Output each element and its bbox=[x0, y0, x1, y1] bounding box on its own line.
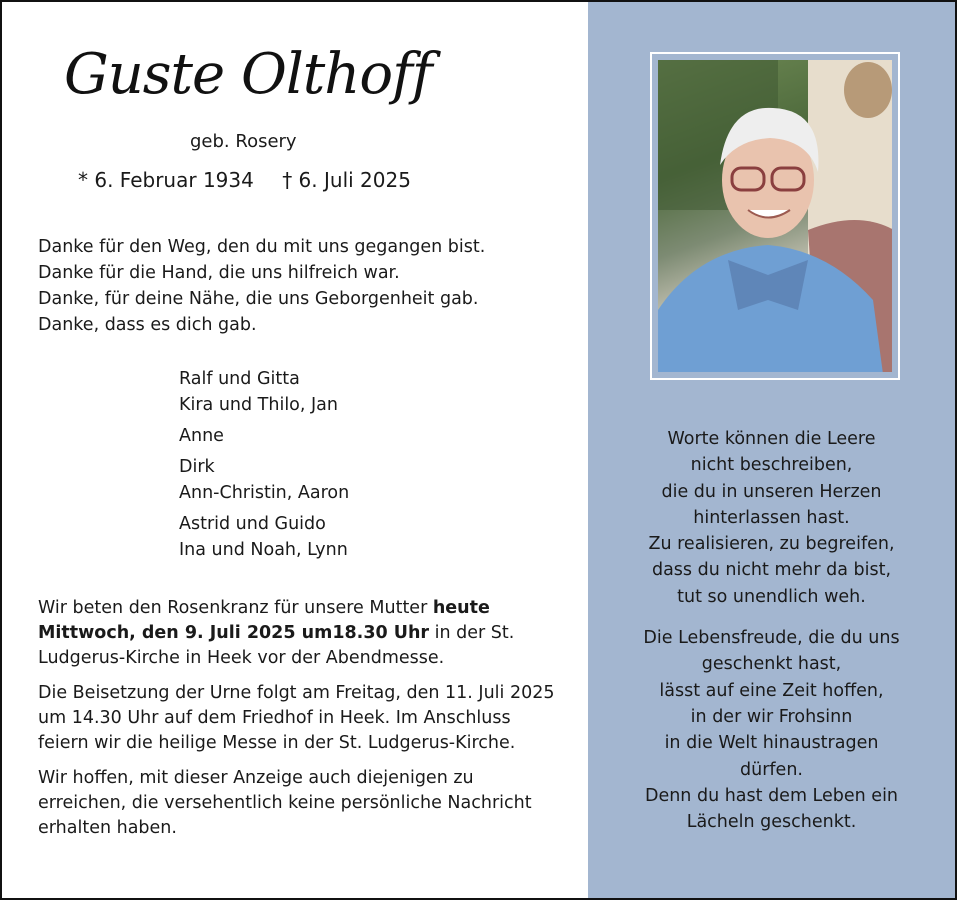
poem-stanza bbox=[588, 625, 955, 835]
burial-paragraph: Die Beisetzung der Urne folgt am Freitag, den 11. Juli 2025 um 14.30 Uhr auf dem Friedhof in Heek. Im Anschluss feiern wir die heilige Messe in der St. Ludgerus-Kirche. bbox=[38, 683, 555, 753]
family-line: Ina und Noah, Lynn bbox=[179, 540, 348, 560]
family-group bbox=[179, 454, 349, 506]
rosary-date-time: heute Mittwoch, den 9. Juli 2025 um18.30 Uhr bbox=[38, 598, 490, 643]
left-panel bbox=[2, 2, 588, 898]
poem-line: geschenkt hast, bbox=[701, 654, 842, 675]
deceased-name: Guste Olthoff bbox=[64, 42, 432, 107]
poem-line: Denn du hast dem Leben ein bbox=[644, 785, 899, 806]
poem-line: Die Lebensfreude, die du uns bbox=[643, 628, 900, 649]
birth-date: * 6. Februar 1934 bbox=[78, 168, 254, 192]
poem-line: lässt auf eine Zeit hoffen, bbox=[659, 680, 884, 701]
portrait-frame bbox=[650, 52, 900, 380]
poem-line: nicht beschreiben, bbox=[690, 455, 853, 476]
portrait-illustration bbox=[658, 60, 892, 372]
closing-paragraph: Wir hoffen, mit dieser Anzeige auch diejenigen zu erreichen, die versehentlich keine persönliche Nachricht erhalten haben. bbox=[38, 768, 532, 838]
thanks-poem bbox=[38, 234, 485, 338]
poem-line: dass du nicht mehr da bist, bbox=[651, 560, 892, 581]
family-line: Anne bbox=[179, 426, 224, 446]
maiden-name: geb. Rosery bbox=[190, 131, 297, 152]
portrait-photo bbox=[658, 60, 892, 372]
poem-line: Danke, für deine Nähe, die uns Geborgenheit gab. bbox=[38, 289, 479, 309]
poem-line: die du in unseren Herzen bbox=[661, 481, 882, 502]
poem-line: hinterlassen hast. bbox=[693, 507, 850, 528]
poem-line: in die Welt hinaustragen bbox=[664, 733, 879, 754]
family-group bbox=[179, 423, 349, 449]
service-info bbox=[38, 596, 558, 851]
family-line: Ralf und Gitta bbox=[179, 369, 300, 389]
poem-line: Zu realisieren, zu begreifen, bbox=[648, 534, 895, 555]
poem-line: Lächeln geschenkt. bbox=[686, 812, 857, 833]
poem-line: in der wir Frohsinn bbox=[690, 706, 853, 727]
rosary-paragraph bbox=[38, 596, 558, 671]
poem-line: tut so unendlich weh. bbox=[677, 586, 866, 607]
family-group bbox=[179, 366, 349, 418]
memorial-poem bbox=[588, 426, 955, 850]
death-date: † 6. Juli 2025 bbox=[282, 168, 411, 192]
family-line: Astrid und Guido bbox=[179, 514, 326, 534]
poem-line: Worte können die Leere bbox=[667, 429, 876, 449]
family-line: Dirk bbox=[179, 457, 215, 477]
poem-line: dürfen. bbox=[740, 759, 803, 780]
rosary-text-end: in der St. Ludgerus-Kirche in Heek vor der Abendmesse. bbox=[38, 623, 515, 668]
family-list bbox=[179, 366, 349, 568]
right-panel bbox=[588, 2, 955, 898]
poem-line: Danke für den Weg, den du mit uns gegangen bist. bbox=[38, 237, 486, 257]
poem-line: Danke, dass es dich gab. bbox=[38, 315, 257, 335]
life-dates bbox=[78, 168, 411, 192]
poem-stanza bbox=[588, 426, 955, 610]
family-group bbox=[179, 511, 349, 563]
poem-line: Danke für die Hand, die uns hilfreich war. bbox=[38, 263, 400, 283]
family-line: Ann-Christin, Aaron bbox=[179, 483, 350, 503]
family-line: Kira und Thilo, Jan bbox=[179, 395, 338, 415]
rosary-text-start: Wir beten den Rosenkranz für unsere Mutter bbox=[38, 598, 433, 618]
